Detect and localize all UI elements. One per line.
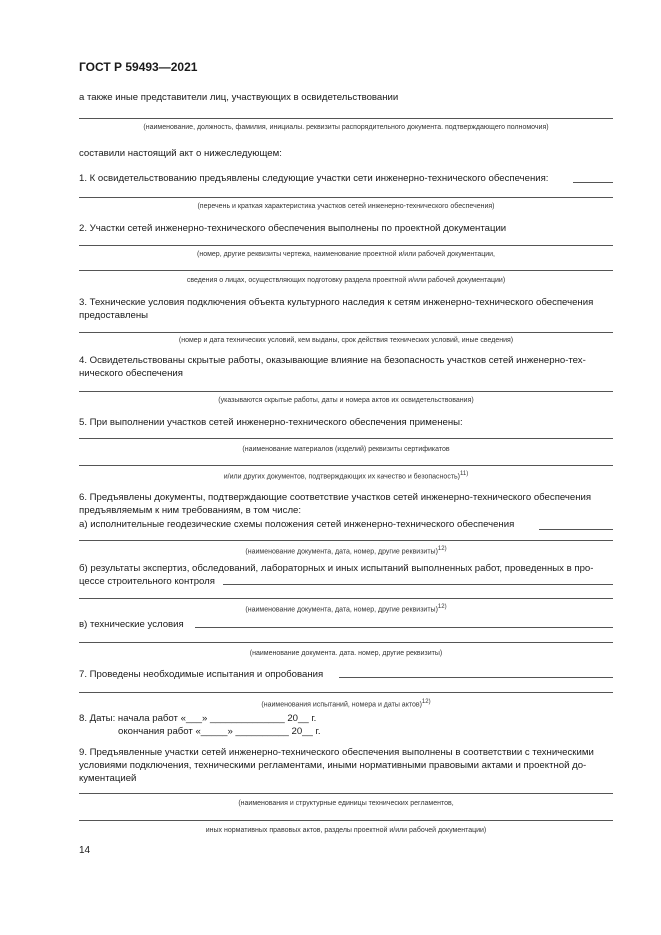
section-4b: нического обеспечения (79, 368, 183, 379)
section-9c: кументацией (79, 773, 137, 784)
fill-line[interactable] (539, 529, 613, 530)
note-section-2a: (номер, другие реквизиты чертежа, наименование проектной и/или рабочей документации, (197, 251, 495, 258)
section-6e: цессе строительного контроля (79, 576, 215, 587)
page-number: 14 (79, 845, 91, 856)
section-6f: в) технические условия (79, 619, 184, 630)
fill-line[interactable] (79, 465, 613, 466)
note-section-6c: (наименование документа. дата. номер, другие реквизиты) (249, 650, 443, 657)
section-6c: а) исполнительные геодезические схемы положения сетей инженерно-технического обеспечения (79, 519, 515, 530)
note-section-9a: (наименования и структурные единицы технических регламентов, (238, 800, 454, 807)
section-8b: окончания работ «_____» __________ 20__ г. (118, 726, 321, 737)
section-2: 2. Участки сетей инженерно-технического обеспечения выполнены по проектной документации (79, 223, 507, 234)
fill-line[interactable] (79, 332, 613, 333)
fill-line[interactable] (195, 627, 613, 628)
fill-line[interactable] (79, 540, 613, 541)
note-section-6a: (наименование документа, дата, номер, другие реквизиты)$^{12)}$ (245, 546, 447, 556)
fill-line[interactable] (79, 692, 613, 693)
fill-line[interactable] (79, 118, 613, 119)
section-6a: 6. Предъявлены документы, подтверждающие соответствие участков сетей инженерно-технического обеспечения (79, 492, 592, 503)
fill-line[interactable] (79, 642, 613, 643)
fill-line[interactable] (79, 391, 613, 392)
fill-line[interactable] (223, 584, 613, 585)
section-6b: предъявляемым к ним требованиям, в том числе: (79, 505, 302, 516)
note-section-6b: (наименование документа, дата, номер, другие реквизиты)$^{12)}$ (245, 604, 447, 614)
note-section-9b: иных нормативных правовых актов, разделы проектной и/или рабочей документации) (205, 827, 487, 834)
section-6d: б) результаты экспертиз, обследований, лабораторных и иных испытаний выполненных работ, проведенных в про- (79, 563, 594, 574)
section-7: 7. Проведены необходимые испытания и опробования (79, 669, 324, 680)
section-9b: условиями подключения, техническими регламентами, иными нормативными правовыми актами и проектной до- (79, 760, 587, 771)
section-1: 1. К освидетельствованию предъявлены следующие участки сети инженерно-технического обеспечения: (79, 173, 549, 184)
document-header: ГОСТ Р 59493—2021 (79, 60, 198, 74)
note-section-7: (наименования испытаний, номера и даты актов)$^{12)}$ (261, 699, 431, 709)
section-5: 5. При выполнении участков сетей инженерно-технического обеспечения применены: (79, 417, 463, 428)
section-4a: 4. Освидетельствованы скрытые работы, оказывающие влияние на безопасность участков сетей инженерно-тех- (79, 355, 586, 366)
section-3b: предоставлены (79, 310, 149, 321)
fill-line[interactable] (339, 677, 613, 678)
note-section-4: (указываются скрытые работы, даты и номера актов их освидетельствования) (218, 397, 474, 404)
note-section-5b: и/или других документов, подтверждающих их качество и безопасность)$^{11)}$ (223, 471, 469, 481)
note-section-3: (номер и дата технических условий, кем выданы, срок действия технических условий, иные сведения) (178, 337, 514, 344)
fill-line[interactable] (79, 197, 613, 198)
note-section-2b: сведения о лицах, осуществляющих подготовку раздела проектной и/или рабочей документации) (186, 277, 506, 284)
note-participants: (наименование, должность, фамилия, инициалы. реквизиты распорядительного документа. подтверждающего полномочия) (143, 124, 549, 131)
note-section-1: (перечень и краткая характеристика участков сетей инженерно-технического обеспечения) (197, 203, 495, 210)
section-8a: 8. Даты: начала работ «___» ______________ 20__ г. (79, 713, 317, 724)
fill-line[interactable] (79, 438, 613, 439)
fill-line[interactable] (79, 270, 613, 271)
intro-line: составили настоящий акт о нижеследующем: (79, 148, 282, 159)
fill-line[interactable] (79, 793, 613, 794)
fill-line[interactable] (573, 182, 613, 183)
fill-line[interactable] (79, 245, 613, 246)
fill-line[interactable] (79, 820, 613, 821)
fill-line[interactable] (79, 598, 613, 599)
section-9a: 9. Предъявленные участки сетей инженерно-технического обеспечения выполнены в соответствии с техническими (79, 747, 594, 758)
section-3a: 3. Технические условия подключения объекта культурного наследия к сетям инженерно-технического обеспечения (79, 297, 594, 308)
participants-line: а также иные представители лиц, участвующих в освидетельствовании (79, 92, 399, 103)
note-section-5a: (наименование материалов (изделий) реквизиты сертификатов (242, 446, 450, 453)
